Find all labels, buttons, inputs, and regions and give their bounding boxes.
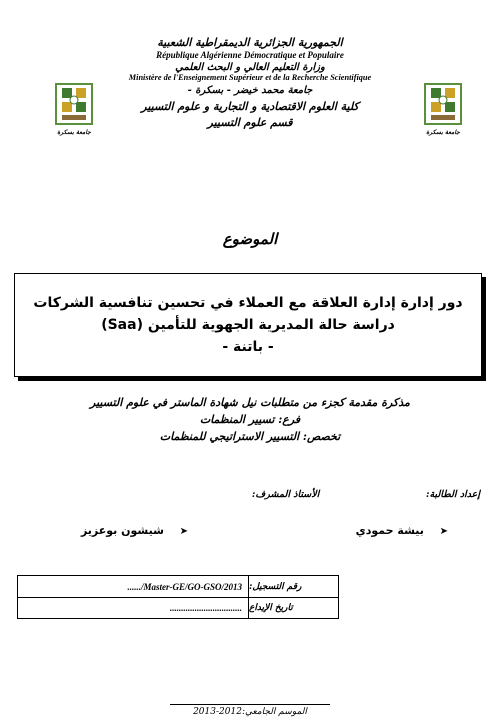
deposit-date-row [18,597,338,618]
registration-table [17,575,339,619]
footer-divider [170,704,330,705]
registration-number-value: ....../Master-GE/GO-GSO/2013 [127,581,242,592]
university-emblem-icon [54,82,94,126]
logo-caption-left: جامعة بسكرة [57,129,91,136]
student-name-row [356,524,448,537]
ministry-arabic: وزارة التعليم العالي و البحث العلمي [175,62,325,73]
registration-number-label: رقم التسجيل: [248,576,338,597]
academic-year: الموسم الجامعي:2012-2013 [193,707,307,717]
subject-heading: الموضوع [222,230,278,248]
deposit-date-value: ................................ [170,602,242,613]
bullet-arrow-icon: ➤ [179,526,188,537]
republic-french: République Algérienne Démocratique et Populaire [156,50,344,60]
supervisor-label: الأستاذ المشرف: [251,489,320,500]
deposit-date-label: تاريخ الإيداع [248,597,338,618]
thesis-title-line-2: دراسة حالة المديرية الجهوية للتأمين (Saa) [101,317,395,333]
specialty-label: تخصص: التسيير الاستراتيجي للمنظمات [159,430,341,443]
branch-label: فرع: تسيير المنظمات [199,413,301,426]
memo-statement: مذكرة مقدمة كجزء من متطلبات نيل شهادة الماستر في علوم التسيير [90,396,410,409]
university-logo-right [423,82,463,126]
ministry-french: Ministère de l'Enseignement Supérieur et de la Recherche Scientifique [128,73,372,82]
supervision-labels [20,489,480,500]
academic-year-footer [170,704,330,717]
student-name: بيشة حمودي [355,524,424,537]
department-name: قسم علوم التسيير [207,116,293,129]
bullet-arrow-icon: ➤ [439,526,448,537]
prepared-by-label: إعداد الطالبة: [425,489,480,500]
thesis-title-line-3: - باتنة - [222,339,274,355]
registration-number-row [18,576,338,598]
faculty-name: كلية العلوم الاقتصادية و التجارية و علوم التسيير [141,100,359,113]
university-emblem-icon [423,82,463,126]
logo-caption-right: جامعة بسكرة [426,129,460,136]
thesis-title-line-1: دور إدارة إدارة العلاقة مع العملاء في تحسين تنافسية الشركات [33,295,463,311]
republic-arabic: الجمهورية الجزائرية الديمقراطية الشعبية [157,36,343,49]
supervisor-name: شيشون بوعزيز [80,524,164,537]
university-logo-left [54,82,94,126]
supervisor-name-row [81,524,188,537]
university-name: جامعة محمد خيضر - بسكرة - [187,85,313,96]
thesis-title-box [14,273,482,377]
